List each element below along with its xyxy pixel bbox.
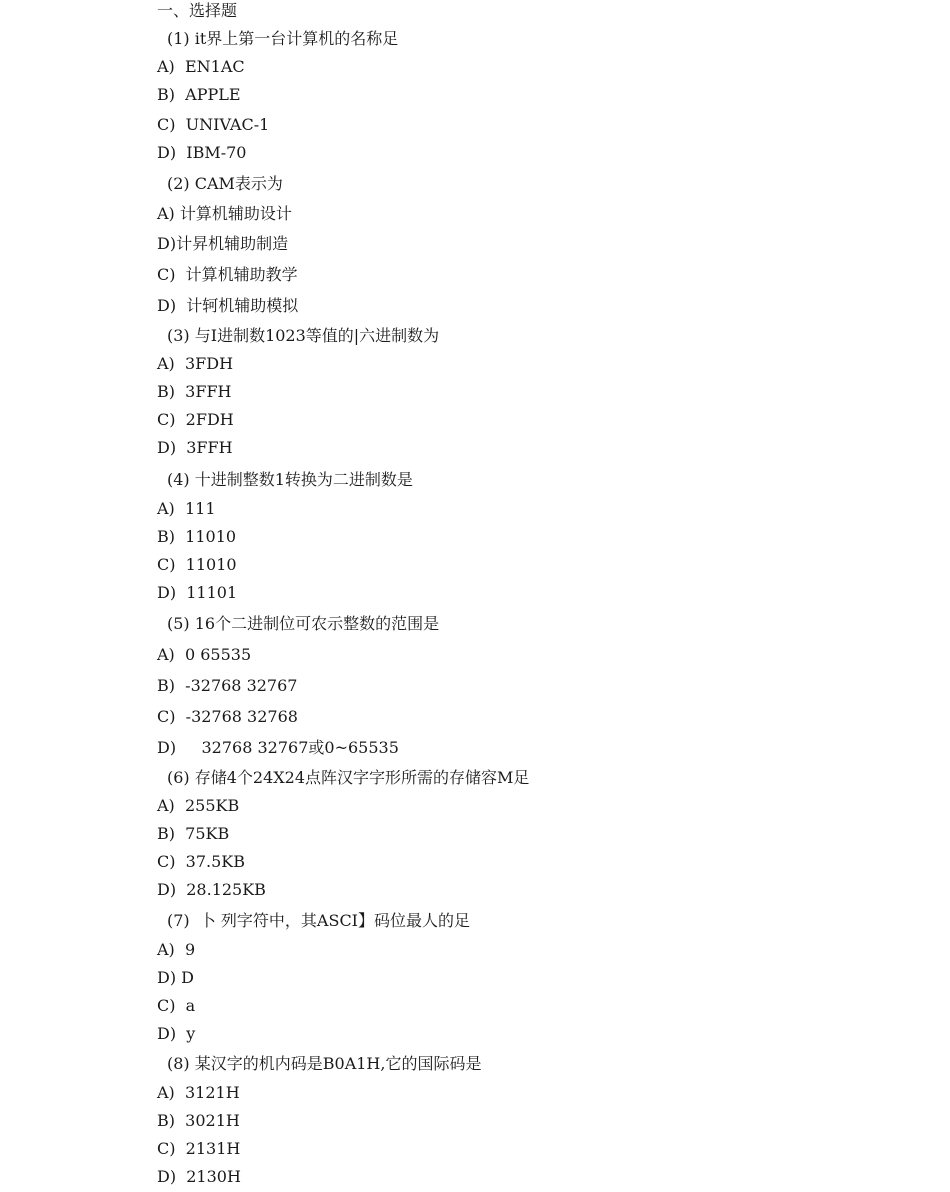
question-7-option-c: C) a [157, 996, 196, 1015]
question-7-option-b: D) D [157, 968, 194, 987]
question-4-option-b: B) 11010 [157, 527, 237, 546]
question-4-option-a: A) 111 [157, 499, 216, 518]
section-title: 一、选择题 [157, 1, 238, 20]
question-2-option-a: A) 计算机辅助设计 [157, 204, 292, 223]
question-5-option-b: B) -32768 32767 [157, 676, 298, 695]
question-1-stem: (1) it界上第一台计算机的名称足 [167, 29, 399, 48]
question-2-option-c: C) 计算机辅助教学 [157, 265, 298, 284]
question-6-option-c: C) 37.5KB [157, 852, 245, 871]
question-1-option-a: A) EN1AC [157, 57, 245, 76]
question-7-option-a: A) 9 [157, 940, 196, 959]
question-1-option-d: D) IBM-70 [157, 143, 247, 162]
question-3-option-c: C) 2FDH [157, 410, 234, 429]
question-2-option-d: D) 计轲机辅助模拟 [157, 296, 299, 315]
question-5-option-d: D) 32768 32767或0~65535 [157, 738, 399, 757]
question-4-stem: (4) 十进制整数1转换为二进制数是 [167, 470, 413, 489]
question-5-option-a: A) 0 65535 [157, 645, 252, 664]
question-3-option-b: B) 3FFH [157, 382, 232, 401]
question-8-option-d: D) 2130H [157, 1167, 241, 1186]
question-1-option-c: C) UNIVAC-1 [157, 115, 270, 134]
question-6-option-b: B) 75KB [157, 824, 230, 843]
question-4-option-d: D) 11101 [157, 583, 238, 602]
question-8-option-b: B) 3021H [157, 1111, 240, 1130]
question-8-option-c: C) 2131H [157, 1139, 241, 1158]
question-3-option-d: D) 3FFH [157, 438, 233, 457]
question-6-option-a: A) 255KB [157, 796, 240, 815]
question-8-option-a: A) 3121H [157, 1083, 240, 1102]
question-5-option-c: C) -32768 32768 [157, 707, 298, 726]
question-5-stem: (5) 16个二进制位可农示整数的范围是 [167, 614, 440, 633]
question-4-option-c: C) 11010 [157, 555, 237, 574]
question-6-stem: (6) 存储4个24X24点阵汉字字形所需的存储容M足 [167, 768, 530, 787]
question-2-stem: (2) CAM表示为 [167, 174, 283, 193]
question-7-stem: (7) 卜 列字符中，其ASCI】码位最人的足 [167, 911, 471, 930]
question-6-option-d: D) 28.125KB [157, 880, 266, 899]
question-2-option-b: D)计昇机辅助制造 [157, 234, 289, 253]
question-1-option-b: B) APPLE [157, 85, 241, 104]
question-3-option-a: A) 3FDH [157, 354, 234, 373]
question-8-stem: (8) 某汉字的机内码是B0A1H,它的国际码是 [167, 1054, 482, 1073]
question-3-stem: (3) 与I进制数1023等值的|六进制数为 [167, 326, 440, 345]
question-7-option-d: D) y [157, 1024, 196, 1043]
